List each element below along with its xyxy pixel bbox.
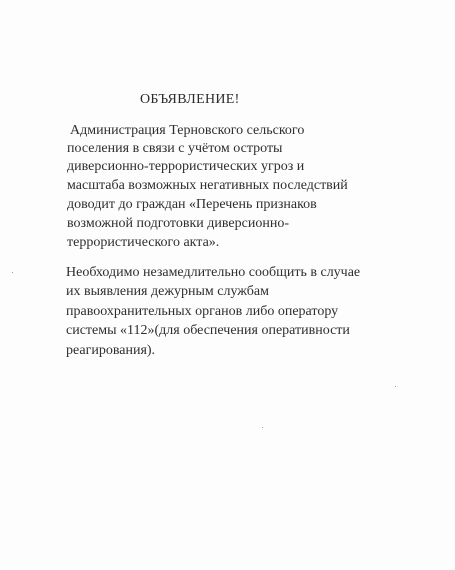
scan-speck	[262, 427, 263, 428]
page-title: ОБЪЯВЛЕНИЕ!	[140, 92, 240, 107]
paragraph-2-line-2: их выявления дежурным службам	[66, 284, 269, 299]
paragraph-2-line-3: правоохранительных органов либо оператору	[66, 304, 339, 319]
paragraph-1-line-4: масштаба возможных негативных последствий	[67, 178, 348, 193]
scan-speck	[395, 386, 396, 387]
scan-speck	[12, 272, 13, 273]
paragraph-1-line-1: Администрация Терновского сельского	[70, 123, 305, 138]
paragraph-1-line-2: поселения в связи с учётом остроты	[67, 141, 283, 156]
paragraph-1-line-5: доводит до граждан «Перечень признаков	[67, 197, 317, 212]
paragraph-1-line-6: возможной подготовки диверсионно-	[67, 216, 289, 231]
paragraph-2-line-4: системы «112»(для обеспечения оперативности	[66, 323, 350, 338]
paragraph-1-line-7: террористического акта».	[67, 235, 220, 250]
paragraph-2-line-5: реагирования).	[66, 343, 156, 358]
paragraph-2-line-1: Необходимо незамедлительно сообщить в случае	[66, 265, 361, 280]
paragraph-1-line-3: диверсионно-террористических угроз и	[67, 159, 305, 174]
